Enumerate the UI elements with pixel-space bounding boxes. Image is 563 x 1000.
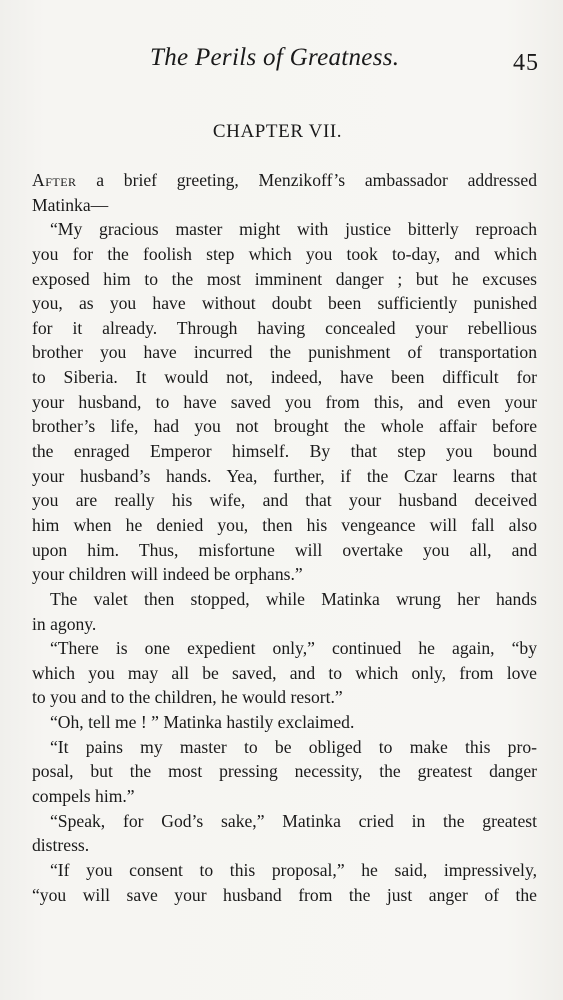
- text-line-content: your husband, to have saved you from this, and even your: [32, 391, 537, 412]
- text-line-content: “My gracious master might with justice bitterly reproach: [50, 219, 537, 240]
- text-line: [32, 316, 537, 341]
- text-line-content: “Oh, tell me ! ” Matinka hastily exclaimed.: [50, 712, 355, 733]
- text-line-content: which you may all be saved, and to which only, from love: [32, 662, 537, 683]
- text-line-content: upon him. Thus, misfortune will overtake you all, and: [32, 539, 537, 560]
- text-line-content: your husband’s hands. Yea, further, if the Czar learns that: [32, 465, 537, 486]
- text-line-content: your children will indeed be orphans.”: [32, 564, 303, 585]
- text-line: [32, 636, 537, 661]
- text-line: [32, 291, 537, 316]
- text-line-content: for it already. Through having concealed your rebellious: [32, 317, 537, 338]
- text-line: [32, 217, 537, 242]
- text-line: [32, 735, 537, 760]
- text-line-content: to you and to the children, he would resort.”: [32, 687, 343, 708]
- body-text: [32, 168, 537, 907]
- text-line: [32, 833, 537, 858]
- text-line: [32, 685, 537, 710]
- text-line: [32, 242, 537, 267]
- text-line: [32, 858, 537, 883]
- text-line-content: a brief greeting, Menzikoff’s ambassador addressed: [76, 170, 537, 190]
- text-line-content: you are really his wife, and that your husband deceived: [32, 490, 537, 511]
- text-line-content: him when he denied you, then his vengeance will fall also: [32, 514, 537, 535]
- paragraph-lead-word: After: [32, 170, 77, 190]
- text-line-content: distress.: [32, 835, 90, 856]
- text-line: [32, 587, 537, 612]
- text-line-content: exposed him to the most imminent danger ; but he excuses: [32, 268, 537, 289]
- text-line: [32, 759, 537, 784]
- text-line: [32, 538, 537, 563]
- text-line: [32, 168, 537, 193]
- text-line: [32, 414, 537, 439]
- text-line: [32, 809, 537, 834]
- text-line: [32, 340, 537, 365]
- text-line-content: posal, but the most pressing necessity, the greatest danger: [32, 761, 537, 782]
- text-line-content: the enraged Emperor himself. By that step you bound: [32, 441, 537, 462]
- text-line-content: you for the foolish step which you took to-day, and which: [32, 243, 537, 264]
- text-line-content: Matinka—: [32, 194, 109, 215]
- text-line: [32, 439, 537, 464]
- text-line-content: “If you consent to this proposal,” he said, impressively,: [50, 859, 537, 880]
- text-line: [32, 612, 537, 637]
- text-line: [32, 365, 537, 390]
- text-line-content: brother you have incurred the punishment of transportation: [32, 342, 537, 363]
- text-line-content: compels him.”: [32, 786, 135, 807]
- text-line-content: to Siberia. It would not, indeed, have been difficult for: [32, 367, 537, 388]
- text-line: [32, 661, 537, 686]
- text-line: [32, 267, 537, 292]
- text-line: [32, 464, 537, 489]
- chapter-heading: CHAPTER VII.: [212, 121, 343, 142]
- text-line-content: you, as you have without doubt been sufficiently punished: [32, 293, 537, 314]
- text-line-content: “Speak, for God’s sake,” Matinka cried in the greatest: [50, 810, 537, 831]
- text-line-content: brother’s life, had you not brought the whole affair before: [32, 416, 537, 437]
- text-line-content: “you will save your husband from the just anger of the: [32, 884, 537, 905]
- page-number: 45: [513, 50, 539, 76]
- text-line-content: in agony.: [32, 613, 97, 634]
- text-line: [32, 390, 537, 415]
- text-line: [32, 562, 537, 587]
- text-line: [32, 513, 537, 538]
- text-line: [32, 193, 537, 218]
- text-line: [32, 784, 537, 809]
- text-line: [32, 488, 537, 513]
- text-line-content: The valet then stopped, while Matinka wrung her hands: [50, 588, 537, 609]
- text-line-content: “It pains my master to be obliged to make this pro-: [50, 736, 537, 757]
- text-line: [32, 883, 537, 908]
- running-title: The Perils of Greatness.: [150, 44, 400, 71]
- running-head: [0, 44, 563, 74]
- text-line-content: “There is one expedient only,” continued he again, “by: [50, 638, 537, 659]
- text-line: [32, 710, 537, 735]
